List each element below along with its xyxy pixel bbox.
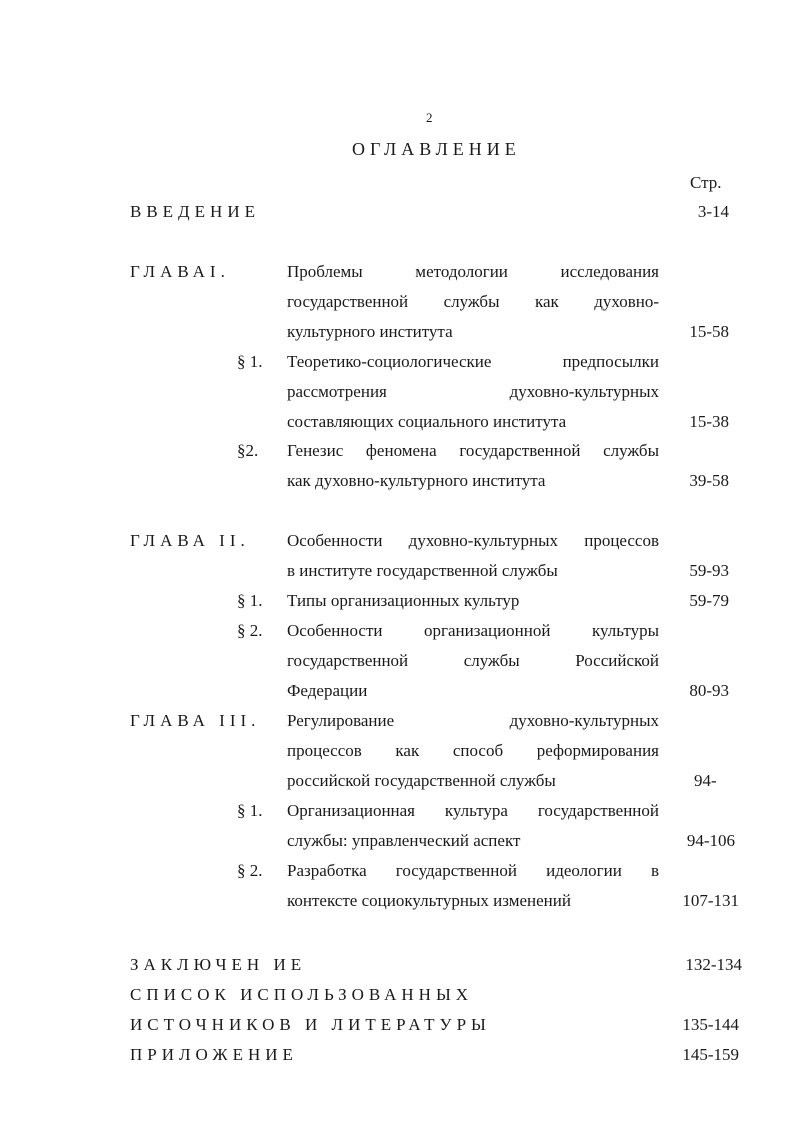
section-title-line: государственной службы Российской xyxy=(287,651,659,670)
chapter-title-line: Регулирование духовно-культурных xyxy=(287,711,659,730)
section-label: § 1. xyxy=(237,591,263,610)
section-title-line: службы: управленческий аспект xyxy=(287,831,521,850)
section-title-line: составляющих социального института xyxy=(287,412,567,431)
chapter-title-line: в институте государственной службы xyxy=(287,561,558,580)
section-title-line: рассмотрения духовно-культурных xyxy=(287,382,659,401)
section-pages: 39-58 xyxy=(689,471,729,490)
section-label: § 2. xyxy=(237,621,263,640)
section-pages: 94-106 xyxy=(686,831,735,850)
end-item-pages: 135-144 xyxy=(682,1015,739,1034)
section-label: §2. xyxy=(237,441,259,460)
end-item-pages: 145-159 xyxy=(682,1045,739,1064)
end-item-label: ПРИЛОЖЕНИЕ xyxy=(130,1045,298,1064)
end-item-label: ИСТОЧНИКОВ И ЛИТЕРАТУРЫ xyxy=(130,1015,491,1034)
chapter-title-line: процессов как способ реформирования xyxy=(287,741,659,760)
chapter-label: ГЛАВАI. xyxy=(130,262,230,281)
chapter-pages: 94- xyxy=(694,771,717,790)
page-column-header: Стр. xyxy=(690,173,722,192)
chapter-label: ГЛАВА II. xyxy=(130,531,250,550)
section-title-line: Федерации xyxy=(287,681,368,700)
end-item-pages: 132-134 xyxy=(685,955,742,974)
chapter-label: ГЛАВА III. xyxy=(130,711,261,730)
end-item-label: СПИСОК ИСПОЛЬЗОВАННЫХ xyxy=(130,985,474,1004)
section-pages: 59-79 xyxy=(689,591,729,610)
chapter-title-line: государственной службы как духовно- xyxy=(287,292,659,311)
chapter-pages: 15-58 xyxy=(689,322,729,341)
end-item-label: ЗАКЛЮЧЕН ИЕ xyxy=(130,955,307,974)
chapter-pages: 59-93 xyxy=(689,561,729,580)
section-label: § 2. xyxy=(237,861,263,880)
section-title-line: Особенности организационной культуры xyxy=(287,621,659,640)
intro-pages: 3-14 xyxy=(697,202,729,221)
section-label: § 1. xyxy=(237,801,263,820)
page-number: 2 xyxy=(426,110,433,125)
section-pages: 80-93 xyxy=(689,681,729,700)
section-title-line: контексте социокультурных изменений xyxy=(287,891,571,910)
section-pages: 15-38 xyxy=(689,412,729,431)
chapter-title-line: российской государственной службы xyxy=(287,771,556,790)
chapter-title-line: Проблемы методологии исследования xyxy=(287,262,659,281)
intro-label: ВВЕДЕНИЕ xyxy=(130,202,260,221)
section-pages: 107-131 xyxy=(682,891,739,910)
chapter-title-line: Особенности духовно-культурных процессов xyxy=(287,531,659,550)
section-title-line: Генезис феномена государственной службы xyxy=(287,441,659,460)
chapter-title-line: культурного института xyxy=(287,322,453,341)
section-title-line: как духовно-культурного института xyxy=(287,471,546,490)
section-title-line: Теоретико-социологические предпосылки xyxy=(287,352,659,371)
section-title-line: Разработка государственной идеологии в xyxy=(287,861,659,880)
toc-title: ОГЛАВЛЕНИЕ xyxy=(352,139,521,159)
section-title-line: Организационная культура государственной xyxy=(287,801,659,820)
section-title-line: Типы организационных культур xyxy=(287,591,520,610)
section-label: § 1. xyxy=(237,352,263,371)
